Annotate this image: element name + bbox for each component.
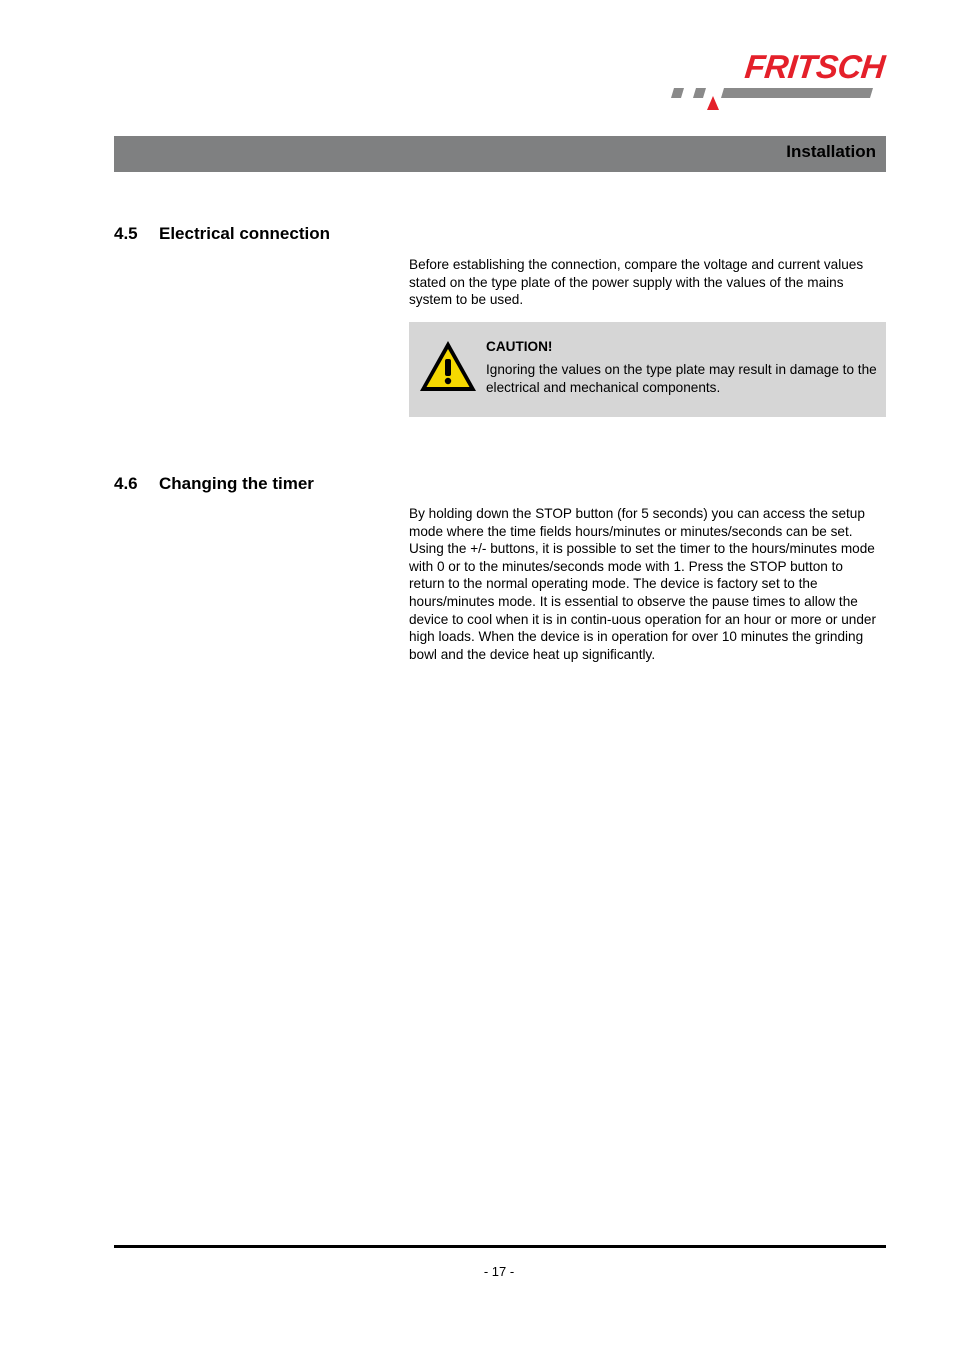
section-heading-changing-timer — [114, 474, 314, 494]
chapter-header-bar — [114, 136, 886, 172]
section-heading-electrical-connection — [114, 224, 330, 244]
chapter-title: Installation — [786, 142, 876, 161]
changing-timer-paragraph: By holding down the STOP button (for 5 seconds) you can access the setup mode where the time fields hours/minutes or minutes/seconds can be set. Using the +/- buttons, it is possible to set the timer to the hours/minutes mode with 0 or to the minutes/seconds mode with 1. Press the STOP button to return to the normal operating mode. The device is factory set to the hours/minutes mode. It is essential to observe the pause times to allow the device to cool when it is in contin-uous operation for an hour or more or under high loads. When the device is in operation for over 10 minutes the grinding bowl and the device heat up significantly. — [409, 506, 876, 662]
caution-notice — [409, 322, 886, 417]
warning-triangle-icon — [418, 339, 478, 393]
section-number: 4.6 — [114, 474, 138, 493]
page-number: - 17 - — [483, 1264, 515, 1279]
fritsch-logo — [668, 48, 890, 112]
caution-label: CAUTION! — [486, 339, 553, 354]
footer-divider — [114, 1245, 886, 1248]
section-title: Electrical connection — [159, 224, 330, 243]
section-title: Changing the timer — [159, 474, 314, 493]
logo-wordmark: FRITSCH — [742, 48, 886, 85]
caution-text: Ignoring the values on the type plate may result in damage to the electrical and mechanical components. — [486, 362, 877, 395]
electrical-connection-paragraph: Before establishing the connection, compare the voltage and current values stated on the type plate of the power supply with the values of the mains system to be used. — [409, 257, 864, 308]
section-number: 4.5 — [114, 224, 138, 243]
